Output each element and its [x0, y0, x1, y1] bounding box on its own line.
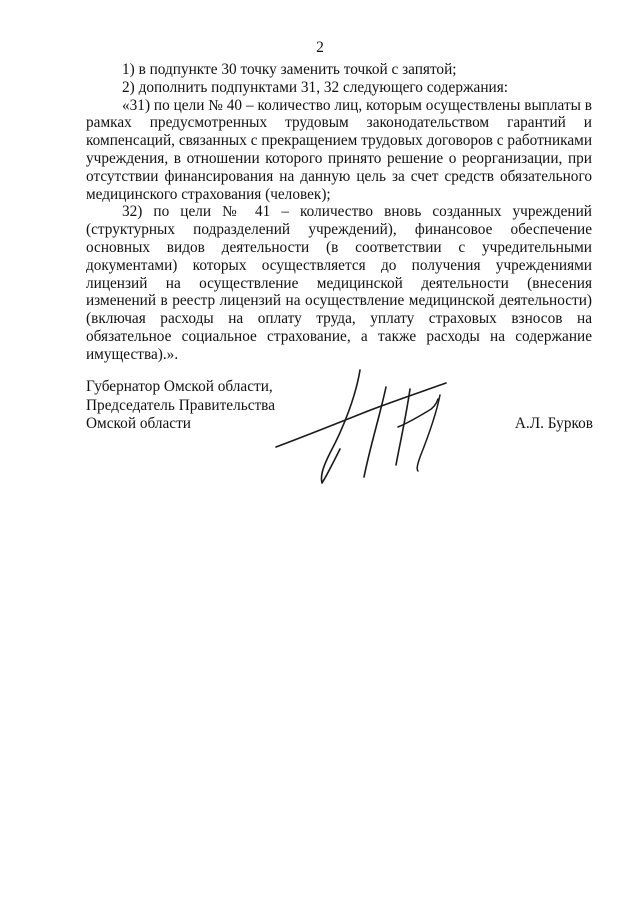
document-body: [86, 61, 592, 364]
paragraph-subitem-32: 32) по цели № 41 – количество вновь созданных учреждений (структурных подразделений учреждений), финансовое обеспечение основных видов деятельности (в соответствии с учредительными документами) которых осуществляется до получения учреждениями лицензий на осуществление медицинской деятельности (внесения изменений в реестр лицензий на осуществление медицинской деятельности) (включая расходы на оплату труда, уплату страховых взносов на обязательное социальное страхование, а также расходы на содержание имущества).».: [86, 203, 592, 363]
paragraph-item-1: 1) в подпункте 30 точку заменить точкой с запятой;: [122, 61, 457, 78]
signer-title-line: Губернатор Омской области,: [86, 378, 273, 395]
signer-title-block: [86, 378, 275, 434]
signer-title-line: Омской области: [86, 415, 191, 432]
signer-title-line: Председатель Правительства: [86, 396, 275, 414]
signature-stroke: [417, 395, 440, 471]
paragraph-item-2: 2) дополнить подпунктами 31, 32 следующего содержания:: [122, 78, 509, 96]
signature-stroke: [364, 387, 386, 477]
handwritten-signature: [268, 365, 468, 490]
page-number: 2: [316, 39, 324, 56]
paragraph-subitem-31: «31) по цели № 40 – количество лиц, которым осуществлены выплаты в рамках предусмотренных трудовым законодательством гарантий и компенсаций, связанных с прекращением трудовых договоров с работниками учреждения, в отношении которого принято решение о реорганизации, при отсутствии финансирования на данную цель за счет средств обязательного медицинского страхования (человек);: [86, 96, 592, 203]
signer-name: А.Л. Бурков: [514, 415, 593, 432]
